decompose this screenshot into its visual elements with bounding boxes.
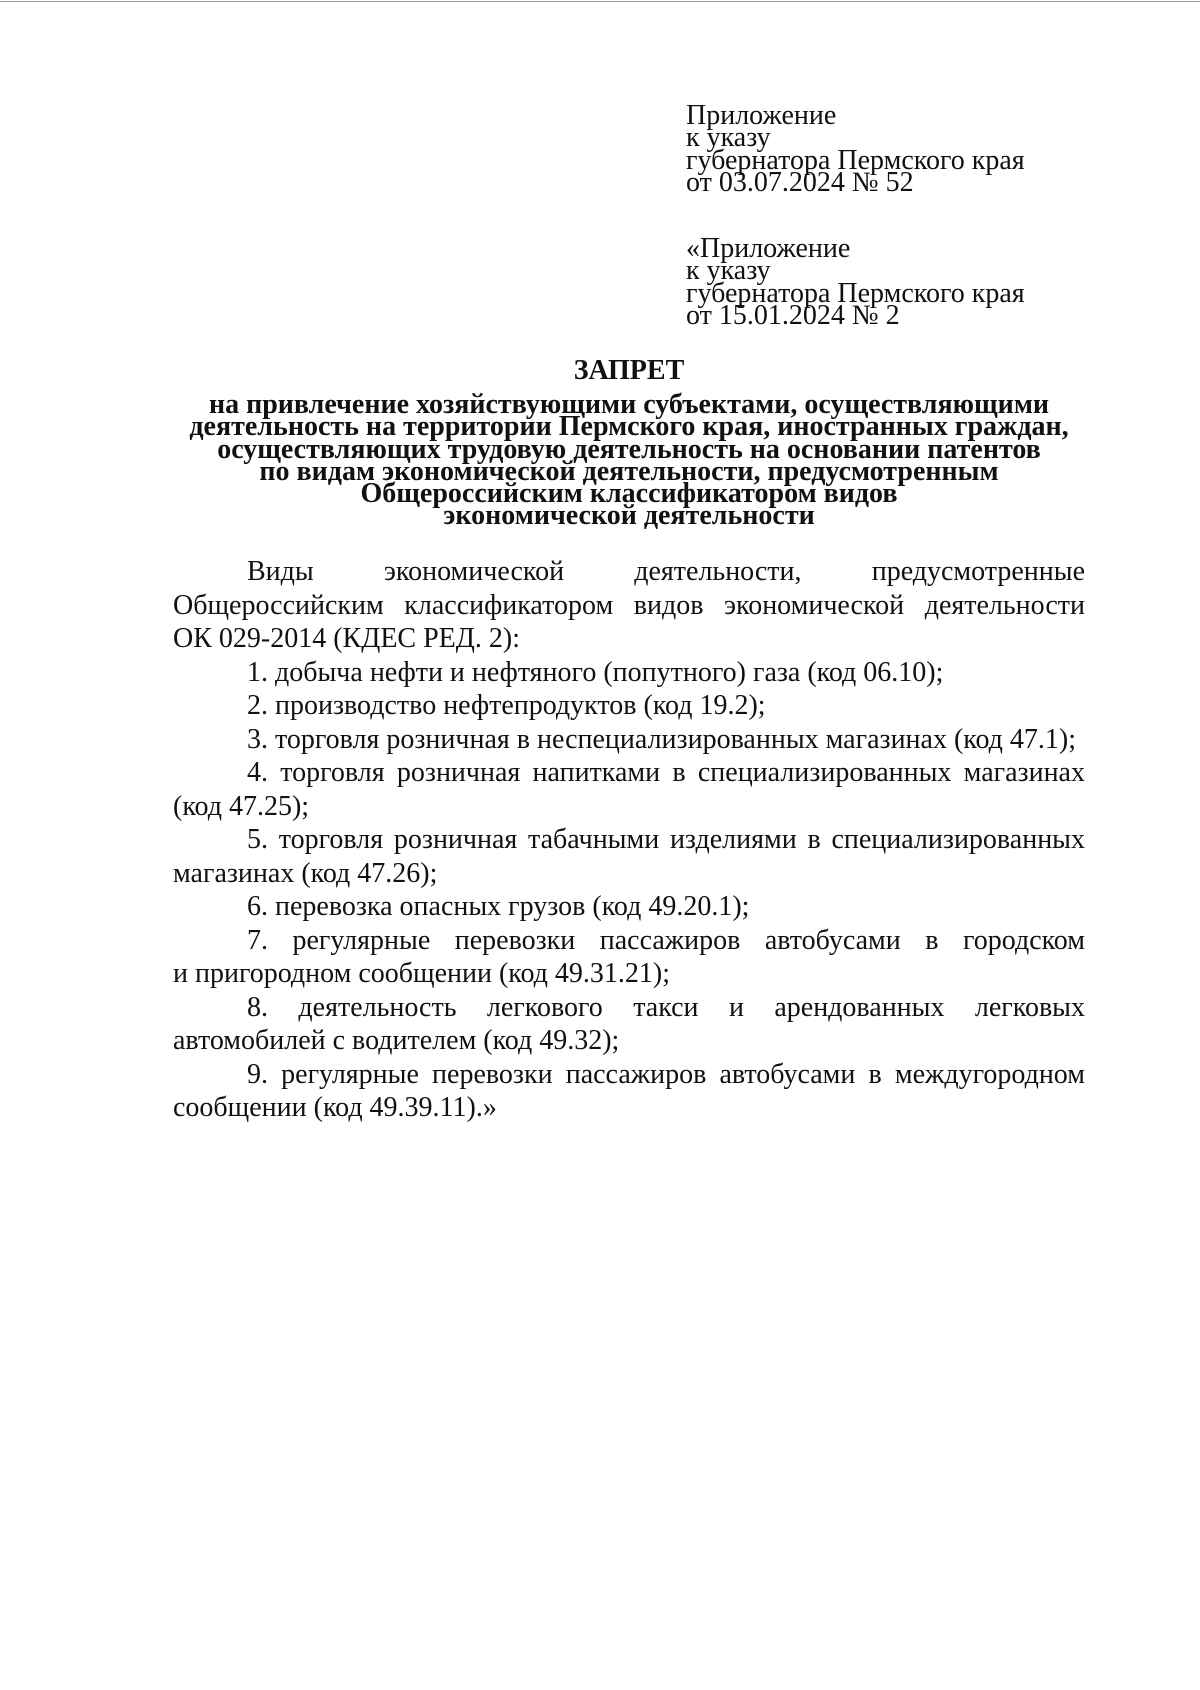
appendix-header-line: Приложение: [686, 100, 837, 131]
item-line: сообщении (код 49.39.11).»: [173, 1092, 497, 1123]
subtitle-line: деятельность на территории Пермского края, иностранных граждан,: [189, 411, 1069, 443]
item-line: 7. регулярные перевозки пассажиров автобусами в городском: [247, 924, 1085, 956]
list-item-2: [173, 689, 1085, 723]
amended-appendix-header-line: к указу: [686, 255, 771, 287]
document-body: [173, 555, 1085, 1125]
intro-line: Виды экономической деятельности, предусмотренные: [247, 556, 1085, 587]
appendix-header: [686, 100, 1025, 198]
amended-appendix-header: [686, 233, 1025, 331]
document-subtitle: [173, 389, 1085, 532]
subtitle-line: Общероссийским классификатором видов: [360, 478, 898, 510]
subtitle-line: на привлечение хозяйствующими субъектами, осуществляющими: [208, 389, 1050, 420]
item-line: 8. деятельность легкового такси и арендованных легковых: [247, 991, 1085, 1023]
scan-top-edge: [0, 1, 1200, 2]
list-item-3: [173, 723, 1085, 757]
amended-appendix-header-line: губернатора Пермского края: [686, 277, 1025, 309]
item-line: 1. добыча нефти и нефтяного (попутного) газа (код 06.10);: [247, 656, 944, 688]
list-item-5: [173, 823, 1085, 890]
appendix-header-line: губернатора Пермского края: [686, 144, 1025, 176]
appendix-header-line: к указу: [686, 122, 771, 154]
list-item-8: [173, 991, 1085, 1058]
list-item-9: [173, 1058, 1085, 1125]
appendix-header-line: от 03.07.2024 № 52: [686, 166, 914, 198]
list-item-7: [173, 924, 1085, 991]
item-line: 9. регулярные перевозки пассажиров автобусами в междугородном: [247, 1058, 1085, 1090]
list-item-4: [173, 756, 1085, 823]
item-line: 5. торговля розничная табачными изделиями в специализированных: [247, 824, 1085, 855]
intro-line: Общероссийским классификатором видов экономической деятельности: [173, 589, 1085, 621]
intro-line: ОК 029-2014 (КДЕС РЕД. 2):: [173, 623, 520, 654]
item-line: и пригородном сообщении (код 49.31.21);: [173, 958, 671, 989]
item-line: 4. торговля розничная напитками в специализированных магазинах: [247, 757, 1085, 788]
list-item-1: [173, 656, 1085, 690]
intro-paragraph: [173, 555, 1085, 656]
amended-appendix-header-line: «Приложение: [686, 233, 851, 264]
item-line: автомобилей с водителем (код 49.32);: [173, 1025, 620, 1056]
subtitle-line: осуществляющих трудовую деятельность на основании патентов: [217, 433, 1041, 465]
amended-appendix-header-line: от 15.01.2024 № 2: [686, 299, 900, 331]
item-line: магазинах (код 47.26);: [173, 857, 438, 889]
document-title: ЗАПРЕТ: [573, 355, 685, 386]
item-line: (код 47.25);: [173, 790, 310, 822]
item-line: 3. торговля розничная в неспециализированных магазинах (код 47.1);: [247, 723, 1077, 755]
subtitle-line: экономической деятельности: [443, 500, 815, 532]
list-item-6: [173, 890, 1085, 924]
item-line: 6. перевозка опасных грузов (код 49.20.1);: [247, 891, 750, 922]
item-line: 2. производство нефтепродуктов (код 19.2);: [247, 690, 766, 721]
subtitle-line: по видам экономической деятельности, предусмотренным: [259, 455, 999, 487]
